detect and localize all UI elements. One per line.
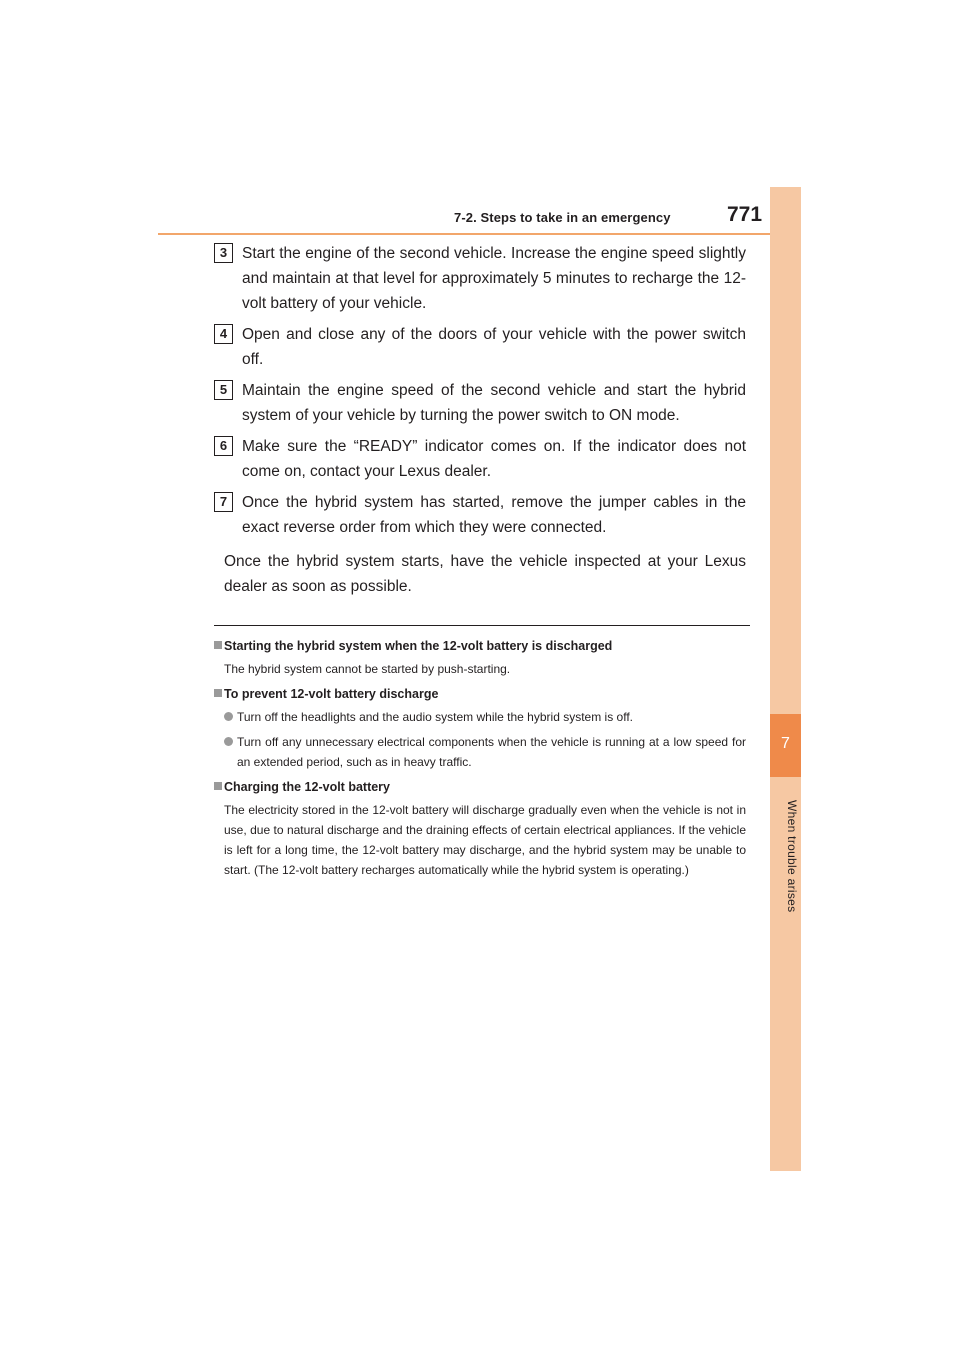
note-bullet-text: Turn off the headlights and the audio system while the hybrid system is off. [237,710,633,724]
step-number-badge: 7 [214,492,233,512]
note-bullet [214,707,746,727]
square-bullet-icon [214,641,222,649]
step-text: Once the hybrid system has started, remove the jumper cables in the exact reverse order from which they were connected. [242,494,746,536]
circle-bullet-icon [224,737,233,746]
note-bullet-text: Turn off any unnecessary electrical components when the vehicle is running at a low speed for an extended period, such as in heavy traffic. [237,735,746,769]
square-bullet-icon [214,689,222,697]
note-heading-text: To prevent 12-volt battery discharge [224,687,439,701]
note-heading-text: Charging the 12-volt battery [224,780,390,794]
square-bullet-icon [214,782,222,790]
step-text: Make sure the “READY” indicator comes on. If the indicator does not come on, contact your Lexus dealer. [242,438,746,480]
step-item [214,490,746,540]
note-text: The hybrid system cannot be started by push-starting. [224,662,511,676]
note-bullet [214,732,746,772]
step-item [214,378,746,428]
step-text: Start the engine of the second vehicle. Increase the engine speed slightly and maintain at that level for approximately 5 minutes to recharge the 12-volt battery of your vehicle. [242,245,746,312]
step-item [214,434,746,484]
step-number-badge: 3 [214,243,233,263]
step-list [214,241,746,546]
step-item [214,241,746,316]
chapter-label: When trouble arises [785,800,799,913]
step-text: Open and close any of the doors of your vehicle with the power switch off. [242,326,746,368]
step-text: Maintain the engine speed of the second vehicle and start the hybrid system of your vehicle by turning the power switch to ON mode. [242,382,746,424]
note-heading-text: Starting the hybrid system when the 12-volt battery is discharged [224,639,613,653]
step-number-badge: 5 [214,380,233,400]
chapter-side-tab [770,187,801,1171]
closing-paragraph: Once the hybrid system starts, have the vehicle inspected at your Lexus dealer as soon as possible. [224,553,746,595]
section-divider [214,625,750,626]
note-heading [214,684,746,704]
header-rule [158,233,772,235]
circle-bullet-icon [224,712,233,721]
note-heading [214,636,746,656]
step-item [214,322,746,372]
note-text: The electricity stored in the 12-volt battery will discharge gradually even when the vehicle is not in use, due to natural discharge and the draining effects of certain electrical appliances. If the vehicle is left for a long time, the 12-volt battery may discharge, and the hybrid system may be unable to start. (The 12-volt battery recharges automatically while the hybrid system is operating.) [224,803,746,877]
chapter-number: 7 [781,735,790,752]
note-heading [214,777,746,797]
step-number-badge: 6 [214,436,233,456]
section-title: 7-2. Steps to take in an emergency [454,210,671,225]
step-number-badge: 4 [214,324,233,344]
page-number: 771 [727,203,763,226]
notes-section [214,636,746,885]
